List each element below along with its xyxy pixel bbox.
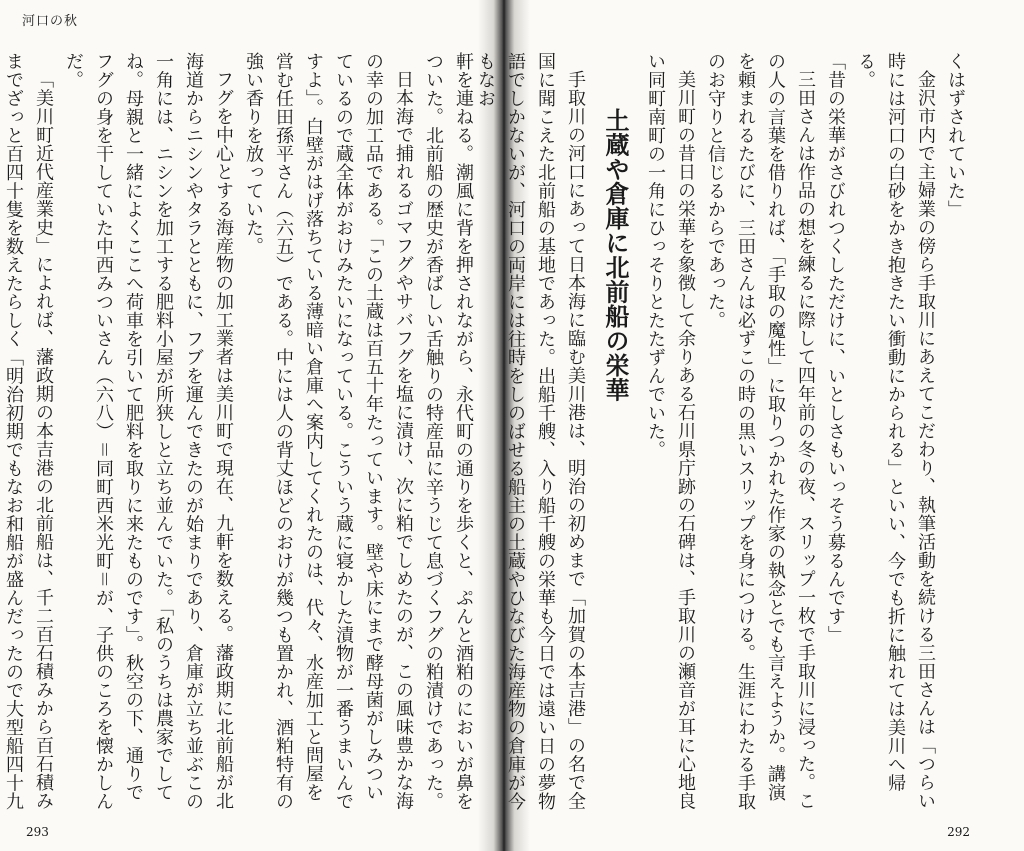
page-number-left: 293 (26, 825, 49, 839)
right-page-body (475, 52, 970, 812)
paragraph: 三田さんは作品の想を練るに際して四年前の冬の夜、スリップ一枚で手取川に浸った。この人の言葉を借りれば、「手取の魔性」に取りつかれた作家の執念とでも言えようか。講演を頼まれるたびに、三田さんは必ずこの時の黒いスリップを身につける。生涯にわたる手取のお守りと信じるからであった。 (705, 52, 816, 811)
paragraph: フグを中心とする海産物の加工業者は美川町で現在、九軒を数える。藩政期に北前船が北海道からニシンやタラとともに、フブを運んできたのが始まりであり、倉庫が立ち並ぶこの一角には、ニシンを加工する肥料小屋が所狭しと立ち並んでいた。「私のうちは農家でしてね。母親と一緒によくここへ荷車を引いて肥料を取りに来たものです」。秋空の下、通りでフグの身を干していた中西みついさん（六八）＝同町西米光町＝が、子供のころを懐かしんだ。 (63, 52, 234, 811)
paragraph: 「美川町近代産業史」によれば、藩政期の本吉港の北前船は、千二百石積みから百石積みまでざっと百四十隻を数えたらしく「明治初期でもなお和船が盛んだったので大型船四十九 (3, 52, 54, 811)
paragraph: 手取川の河口にあって日本海に臨む美川港は、明治の初めまで「加賀の本吉港」の名で全国に聞こえた北前船の基地であった。出船千艘、入り船千艘の栄華も今日では遠い日の夢物語でしかないが、河口の両岸には往時をしのばせる船主の土蔵やひなびた海産物の倉庫が今もなお (475, 52, 586, 811)
page-number-right: 292 (947, 825, 970, 839)
running-head: 河口の秋 (22, 14, 79, 29)
paragraph: 「昔の栄華がさびれつくしただけに、いとしさもいっそう募るんです」 (825, 52, 846, 644)
paragraph: くはずされていた」 (945, 52, 966, 219)
paragraph: 金沢市内で主婦業の傍ら手取川にあえてこだわり、執筆活動を続ける三田さんは「つらい時には河口の白砂をかき抱きたい衝動にかられる」といい、今でも折に触れては美川へ帰る。 (855, 52, 936, 810)
paragraph: 日本海で捕れるゴマフグやサバフグを塩に漬け、次に粕でしめたのが、この風味豊かな海の幸の加工品である。「この土蔵は百五十年たっています。壁や床にまで酵母菌がしみついているので蔵全体がおけみたいになっている。こういう蔵に寝かした漬物が一番うまいんですよ」。白壁がはげ落ちている薄暗い倉庫へ案内してくれたのは、代々、水産加工と問屋を営む任田孫平さん（六五）である。中には人の背丈ほどのおけが幾つも置かれ、酒粕特有の強い香りを放っていた。 (243, 52, 414, 811)
left-page-body (3, 52, 478, 812)
section-heading: 土蔵や倉庫に北前船の栄華 (601, 108, 629, 402)
paragraph: 軒を連ねる。潮風に背を押されながら、永代町の通りを歩くと、ぷんと酒粕のにおいが鼻をついた。北前船の歴史が香ばしい舌触りの特産品に辛うじて息づくフグの粕漬けであった。 (423, 52, 474, 811)
paragraph: 美川町の昔日の栄華を象徴して余りある石川県庁跡の石碑は、手取川の瀬音が耳に心地良い同町南町の一角にひっそりとたたずんでいた。 (645, 52, 696, 810)
